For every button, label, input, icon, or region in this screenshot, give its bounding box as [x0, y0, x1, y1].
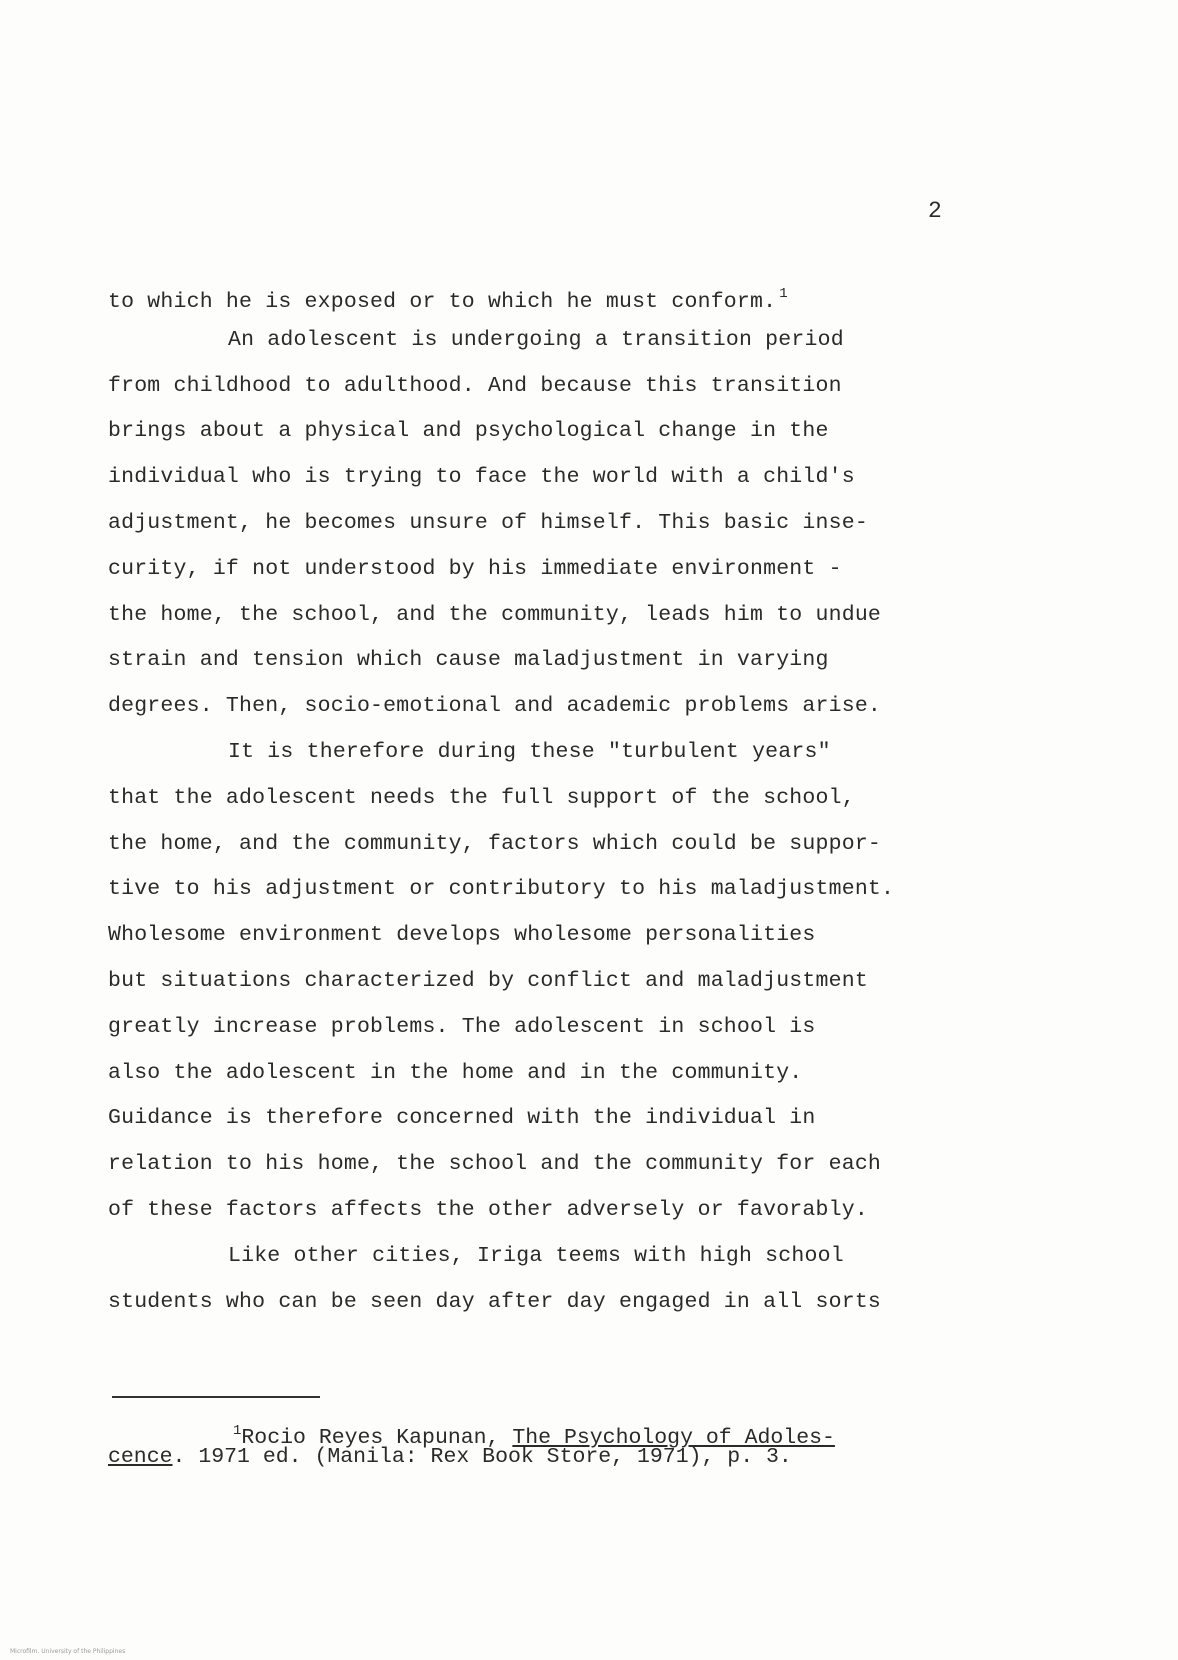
text-line-content: strain and tension which cause maladjustment in varying [108, 648, 829, 673]
text-line-content: the home, and the community, factors which could be suppor- [108, 831, 882, 856]
text-line [108, 1051, 988, 1097]
page-number: 2 [928, 198, 942, 224]
footnote [108, 1418, 988, 1470]
text-line [108, 684, 988, 730]
footnote-divider [112, 1396, 320, 1398]
text-line-content: curity, if not understood by his immediate environment - [108, 556, 842, 581]
text-line [108, 593, 988, 639]
text-line [108, 776, 988, 822]
text-line-content: from childhood to adulthood. And because this transition [108, 373, 842, 398]
text-line-content: to which he is exposed or to which he must conform. [108, 290, 777, 314]
text-line-content: Like other cities, Iriga teems with high school [228, 1243, 844, 1268]
text-line [108, 409, 988, 455]
text-line-content: Guidance is therefore concerned with the individual in [108, 1106, 816, 1131]
text-line [108, 455, 988, 501]
footnote-line-1 [108, 1418, 988, 1450]
text-line-content: greatly increase problems. The adolescent in school is [108, 1014, 816, 1039]
text-line-content: also the adolescent in the home and in the community. [108, 1060, 803, 1085]
text-line-content: It is therefore during these "turbulent years" [228, 739, 831, 764]
text-line-content: tive to his adjustment or contributory to his maladjustment. [108, 877, 895, 902]
scan-stamp: Microfilm. University of the Philippines [10, 1648, 126, 1655]
text-line [108, 501, 988, 547]
text-line [108, 547, 988, 593]
text-line [108, 1234, 988, 1280]
text-line [108, 1096, 988, 1142]
text-line-content: that the adolescent needs the full support of the school, [108, 785, 855, 810]
text-line [108, 959, 988, 1005]
text-line-content: adjustment, he becomes unsure of himself. This basic inse- [108, 510, 868, 535]
footnote-title-part2: cence [108, 1445, 173, 1469]
text-line [108, 822, 988, 868]
text-line-content: Wholesome environment develops wholesome personalities [108, 923, 816, 948]
footnote-title-part1: The Psychology of Adoles- [512, 1426, 835, 1450]
footnote-author: Rocio Reyes Kapunan, [241, 1426, 513, 1450]
footnote-reference: 1 [779, 286, 788, 302]
text-line-content: An adolescent is undergoing a transition period [228, 327, 844, 352]
text-line [108, 1188, 988, 1234]
text-line [108, 913, 988, 959]
text-line [108, 730, 988, 776]
text-line [108, 1142, 988, 1188]
text-line-content: but situations characterized by conflict and maladjustment [108, 968, 868, 993]
text-line-content: the home, the school, and the community, leads him to undue [108, 602, 882, 627]
text-line-content: individual who is trying to face the world with a child's [108, 465, 855, 490]
text-line [108, 867, 988, 913]
text-line-content: of these factors affects the other adversely or favorably. [108, 1197, 868, 1222]
body-text [108, 272, 988, 1325]
text-line [108, 1280, 988, 1326]
text-line [108, 272, 988, 318]
text-line [108, 1005, 988, 1051]
text-line-content: students who can be seen day after day engaged in all sorts [108, 1289, 882, 1314]
text-line-content: brings about a physical and psychological change in the [108, 419, 829, 444]
footnote-mark: 1 [233, 1423, 242, 1439]
footnote-citation: . 1971 ed. (Manila: Rex Book Store, 1971), p. 3. [172, 1445, 792, 1469]
text-line [108, 638, 988, 684]
text-line [108, 364, 988, 410]
text-line-content: relation to his home, the school and the community for each [108, 1152, 882, 1177]
text-line-content: degrees. Then, socio-emotional and academic problems arise. [108, 694, 882, 719]
text-line [108, 318, 988, 364]
footnote-line-2 [108, 1444, 988, 1470]
